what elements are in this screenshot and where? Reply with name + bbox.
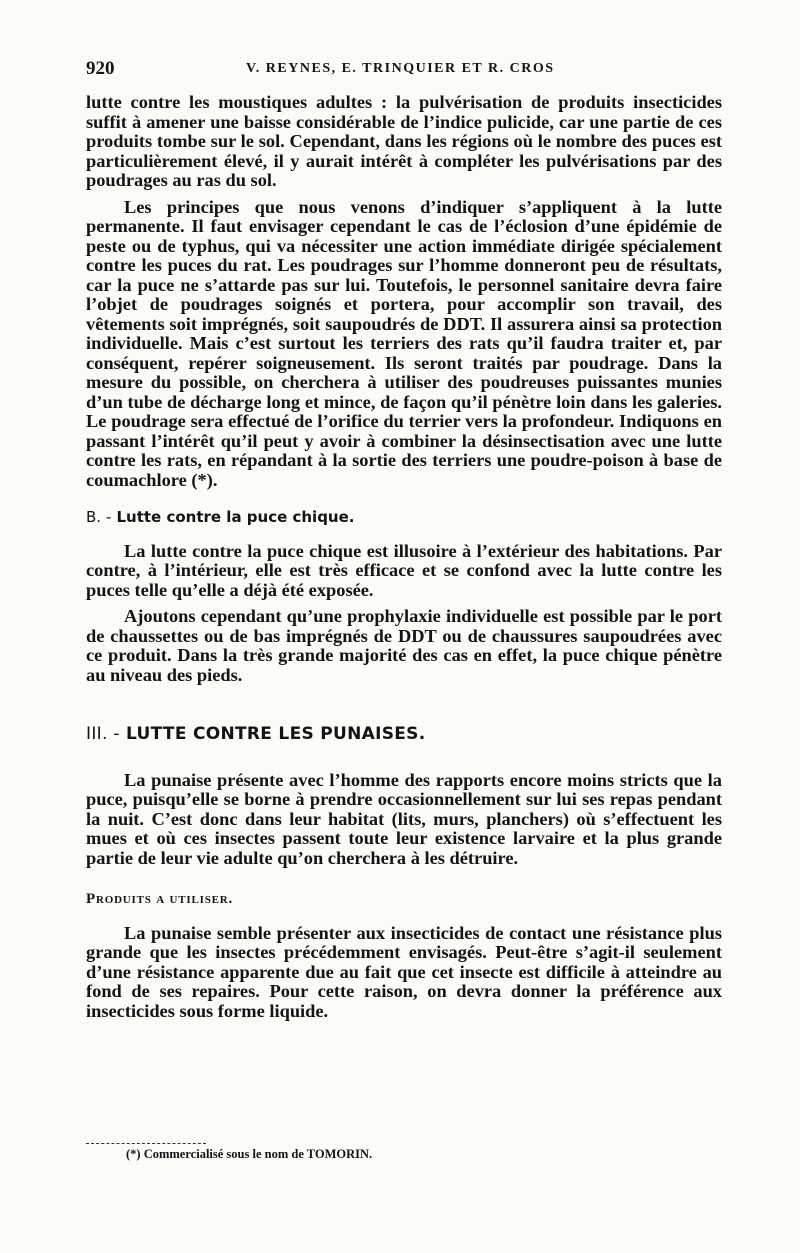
body-text [86,93,722,1021]
page-header [86,58,780,84]
section-title: LUTTE CONTRE LES PUNAISES. [126,724,426,744]
paragraph-5: La punaise présente avec l’homme des rapports encore moins stricts que la puce, puisqu’elle se borne à prendre occasionnellement sur lui ses repas pendant la nuit. C’est donc dans leur habitat (lits, murs, planchers) où s’effectuent les mues et où ces insectes passent toute leur existence larvaire et la plus grande partie de leur vie adulte qu’on cherchera à les détruire. [86,769,722,868]
paragraph-1: lutte contre les moustiques adultes : la pulvérisation de produits insecticides suffit à amener une baisse considérable de l’indice pulicide, car une partie de ces produits tombe sur le sol. Cependant, dans les régions où le nombre des puces est particulièrement élevé, il y aurait intérêt à compléter les pulvérisations par des poudrages au ras du sol. [86,92,722,190]
footnote: (*) Commercialisé sous le nom de TOMORIN. [126,1147,373,1161]
section-number: III. - [86,724,120,744]
paragraph-3: La lutte contre la puce chique est illusoire à l’extérieur des habitations. Par contre, à l’intérieur, elle est très efficace et se confond avec la lutte contre les puces telle qu’elle a déjà été exposée. [86,540,722,600]
paragraph-2: Les principes que nous venons d’indiquer s’appliquent à la lutte permanente. Il faut envisager cependant le cas de l’éclosion d’une épidémie de peste ou de typhus, qui va nécessiter une action immédiate dirigée spécialement contre les puces du rat. Les poudrages sur l’homme donneront peu de résultats, car la puce ne s’attarde pas sur lui. Toutefois, le personnel sanitaire devra faire l’objet de poudrages soignés et portera, pour accomplir son travail, des vêtements soit imprégnés, soit saupoudrés de DDT. Il assurera ainsi sa protection individuelle. Mais c’est surtout les terriers des rats qu’il faudra traiter et, par conséquent, repérer soigneusement. Ils seront traités par poudrage. Dans la mesure du possible, on cherchera à utiliser des poudreuses puissantes munies d’un tube de décharge long et mince, de façon qu’il pénètre loin dans les galeries. Le poudrage sera effectué de l’orifice du terrier vers la profondeur. Indiquons en passant l’intérêt qu’il peut y avoir à combiner la désinsectisation avec une lutte contre les rats, en répandant à la sortie des terriers une poudre-poison à base de coumachlore (*). [86,196,722,490]
paragraph-4: Ajoutons cependant qu’une prophylaxie individuelle est possible par le port de chaussettes ou de bas imprégnés de DDT ou de chaussures saupoudrées avec ce produit. Dans la très grande majorité des cas en effet, la puce chique pénètre au niveau des pieds. [86,606,722,685]
page-number: 920 [86,58,115,79]
section-letter: B. - [86,508,112,526]
paragraph-6: La punaise semble présenter aux insecticides de contact une résistance plus grande que les insectes précédemment envisagés. Peut-être s’agit-il seulement d’une résistance apparente due au fait que cet insecte est difficile à atteindre au fond de ses repaires. Pour cette raison, on devra donner la préférence aux insecticides sous forme liquide. [86,922,722,1021]
section-title: Lutte contre la puce chique. [116,508,355,526]
subheading: Produits a utiliser. [86,891,234,907]
running-head: V. REYNES, E. TRINQUIER ET R. CROS [246,61,555,76]
section-heading-b [86,508,722,528]
section-heading-iii [86,725,722,745]
footnote-divider [86,1143,206,1144]
